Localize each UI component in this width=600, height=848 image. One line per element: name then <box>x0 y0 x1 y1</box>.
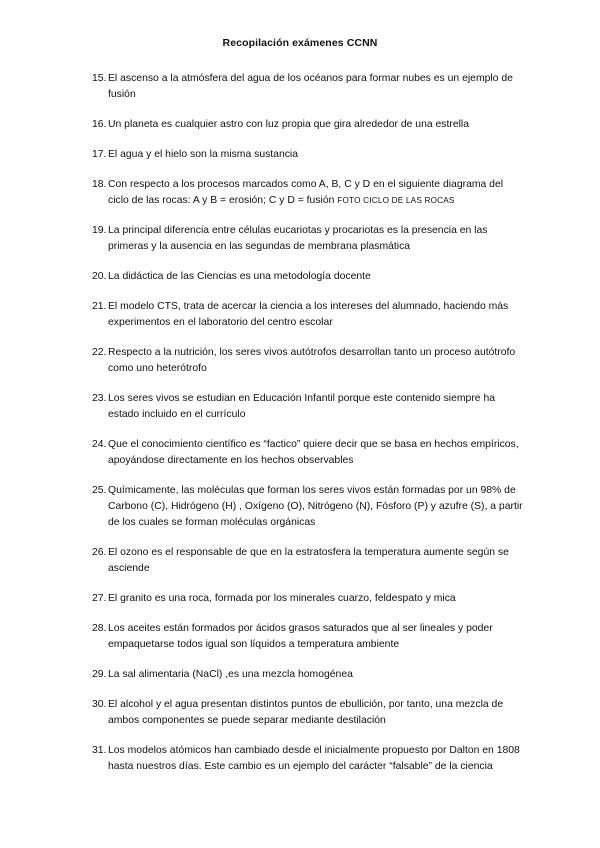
question-text: El granito es una roca, formada por los minerales cuarzo, feldespato y mica <box>108 593 456 604</box>
question-item <box>92 545 524 577</box>
question-text: Que el conocimiento científico es “factico” quiere decir que se basa en hechos empíricos, apoyándose directamente en los hechos observables <box>108 439 519 466</box>
question-item <box>92 697 524 729</box>
question-number: 31. <box>92 745 107 756</box>
question-text: La sal alimentaria (NaCl) ,es una mezcla homogénea <box>108 669 353 680</box>
question-item <box>92 269 524 285</box>
question-number: 30. <box>92 699 107 710</box>
question-number: 19. <box>92 225 107 236</box>
question-list <box>92 71 524 789</box>
question-number: 17. <box>92 149 107 160</box>
question-number: 20. <box>92 271 107 282</box>
question-number: 16. <box>92 119 107 130</box>
question-number: 27. <box>92 593 107 604</box>
question-item <box>92 483 524 531</box>
question-text: Químicamente, las moléculas que forman los seres vivos están formadas por un 98% de Carbono (C), Hidrógeno (H) , Oxígeno (O), Nitrógeno (N), Fósforo (P) y azufre (S), a partir de los cuales se forman moléculas orgánicas <box>108 485 523 528</box>
question-number: 29. <box>92 669 107 680</box>
question-number: 18. <box>92 179 107 190</box>
question-item <box>92 117 524 133</box>
question-number: 24. <box>92 439 107 450</box>
page-title: Recopilación exámenes CCNN <box>222 37 378 49</box>
question-text: Los seres vivos se estudian en Educación Infantil porque este contenido siempre ha estado incluido en el currículo <box>108 393 496 420</box>
question-item <box>92 743 524 775</box>
question-item <box>92 667 524 683</box>
question-text: El agua y el hielo son la misma sustancia <box>108 149 299 160</box>
question-text: El alcohol y el agua presentan distintos puntos de ebullición, por tanto, una mezcla de ambos componentes se puede separar mediante destilación <box>108 699 504 726</box>
question-item <box>92 299 524 331</box>
question-number: 15. <box>92 73 107 84</box>
question-text: La didáctica de las Ciencias es una metodología docente <box>108 271 371 282</box>
question-item <box>92 591 524 607</box>
question-item <box>92 223 524 255</box>
question-text: La principal diferencia entre células eucariotas y procariotas es la presencia en las primeras y la ausencia en las segundas de membrana plasmática <box>108 225 488 252</box>
question-item <box>92 621 524 653</box>
question-item <box>92 71 524 103</box>
question-number: 26. <box>92 547 107 558</box>
question-item <box>92 437 524 469</box>
photo-placeholder-note: FOTO CICLO DE LAS ROCAS <box>337 196 455 205</box>
question-text: El modelo CTS, trata de acercar la ciencia a los intereses del alumnado, haciendo más experimentos en el laboratorio del centro escolar <box>108 301 509 328</box>
question-number: 28. <box>92 623 107 634</box>
question-item <box>92 147 524 163</box>
question-text: Un planeta es cualquier astro con luz propia que gira alrededor de una estrella <box>108 119 470 130</box>
question-text: Los modelos atómicos han cambiado desde el inicialmente propuesto por Dalton en 1808 hasta nuestros días. Este cambio es un ejemplo del carácter “falsable” de la ciencia <box>108 745 520 772</box>
question-number: 23. <box>92 393 107 404</box>
question-item <box>92 177 524 209</box>
question-item <box>92 345 524 377</box>
question-text: Los aceites están formados por ácidos grasos saturados que al ser lineales y poder empaquetarse todos igual son líquidos a temperatura ambiente <box>108 623 493 650</box>
question-text: Respecto a la nutrición, los seres vivos autótrofos desarrollan tanto un proceso autótrofo como uno heterótrofo <box>108 347 516 374</box>
question-number: 21. <box>92 301 107 312</box>
question-text: Con respecto a los procesos marcados como A, B, C y D en el siguiente diagrama del ciclo de las rocas: A y B = erosión; C y D = fusión <box>108 179 504 206</box>
question-text: El ascenso a la atmósfera del agua de los océanos para formar nubes es un ejemplo de fusión <box>108 73 513 100</box>
question-number: 25. <box>92 485 107 496</box>
question-item <box>92 391 524 423</box>
question-text: El ozono es el responsable de que en la estratosfera la temperatura aumente según se asciende <box>108 547 509 574</box>
question-number: 22. <box>92 347 107 358</box>
